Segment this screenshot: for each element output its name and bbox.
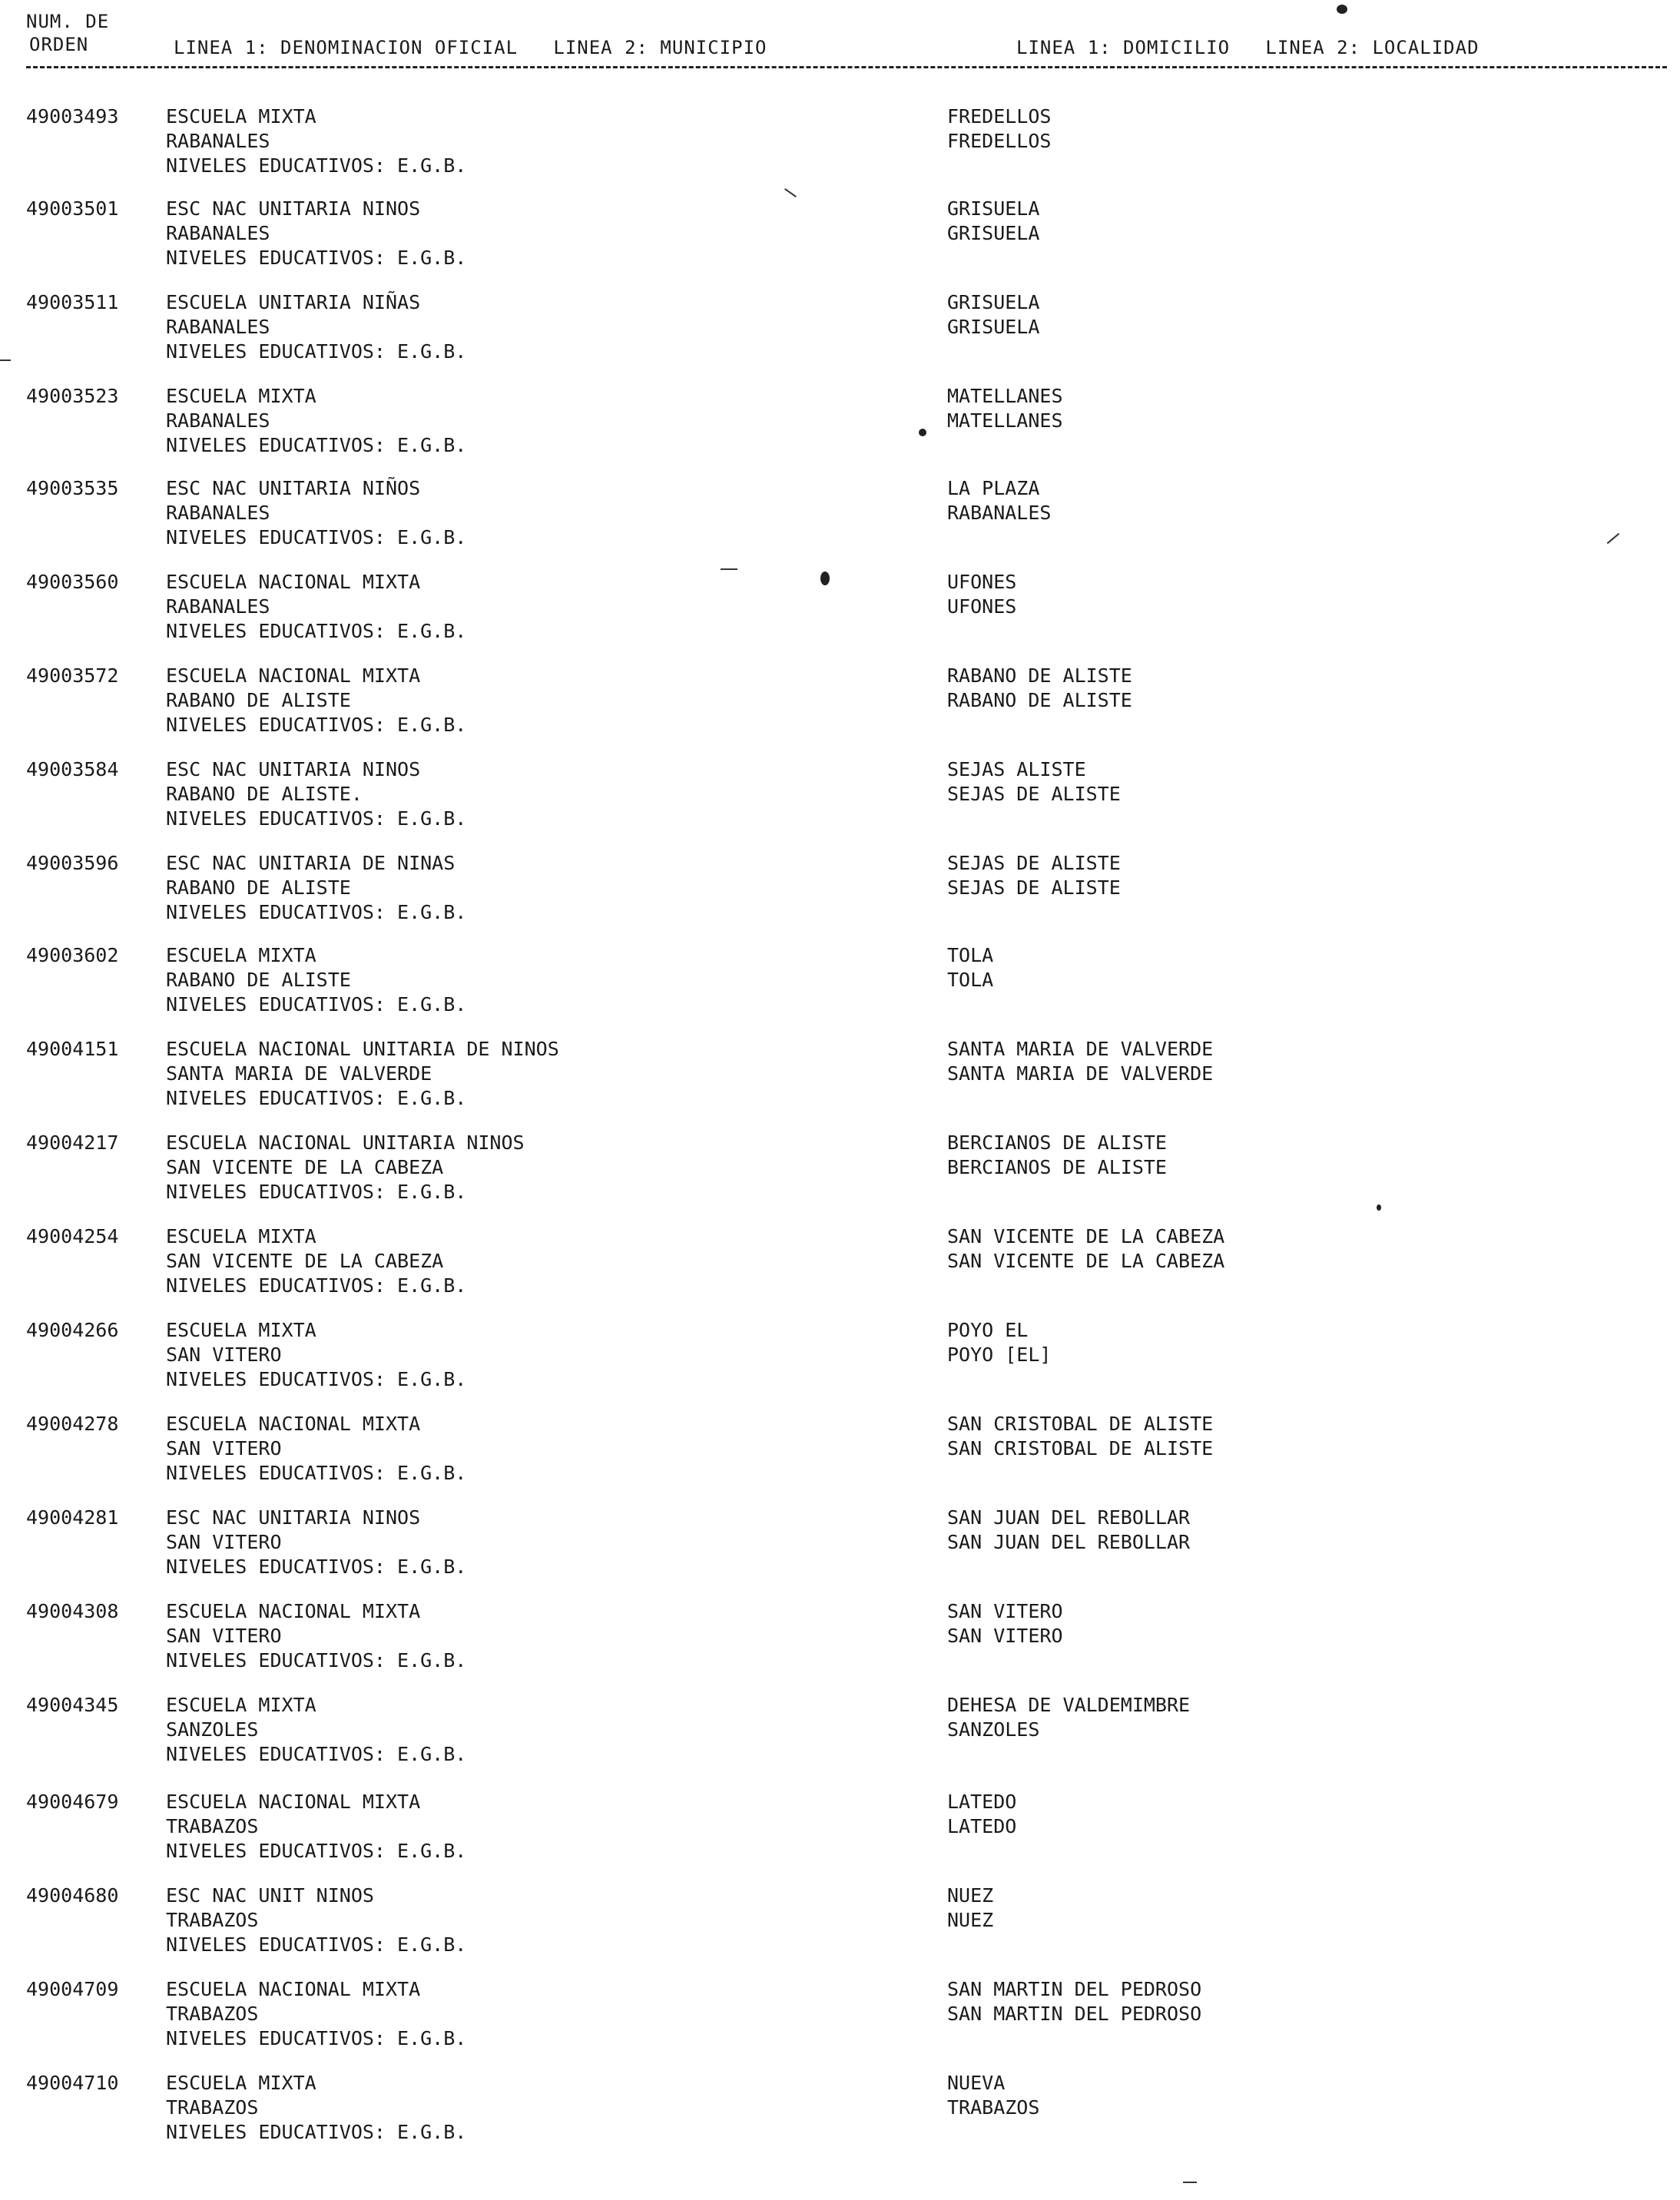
domicilio-block bbox=[947, 1790, 1016, 1839]
denominacion-block bbox=[166, 1599, 466, 1673]
denominacion-oficial: ESCUELA UNITARIA NIÑAS bbox=[166, 291, 421, 313]
municipio: SAN VICENTE DE LA CABEZA bbox=[166, 1250, 444, 1272]
domicilio-block bbox=[947, 1412, 1213, 1461]
denominacion-block bbox=[166, 104, 466, 178]
denominacion-oficial: ESCUELA NACIONAL MIXTA bbox=[166, 664, 421, 687]
list-item bbox=[0, 1506, 1680, 1590]
header-col1: LINEA 1: DENOMINACION OFICIAL LINEA 2: MUNICIPIO bbox=[174, 37, 767, 58]
list-item bbox=[0, 1884, 1680, 1968]
denominacion-block bbox=[166, 757, 466, 831]
domicilio: SEJAS DE ALISTE bbox=[947, 852, 1121, 874]
domicilio-block bbox=[947, 851, 1121, 900]
denominacion-oficial: ESC NAC UNITARIA NINOS bbox=[166, 758, 421, 780]
order-number: 49003602 bbox=[26, 944, 119, 966]
localidad: SANTA MARIA DE VALVERDE bbox=[947, 1062, 1214, 1085]
domicilio: UFONES bbox=[947, 571, 1017, 593]
niveles-educativos: NIVELES EDUCATIVOS: E.G.B. bbox=[166, 807, 467, 830]
municipio: SAN VITERO bbox=[166, 1344, 282, 1366]
order-number: 49004278 bbox=[26, 1413, 119, 1435]
denominacion-oficial: ESC NAC UNITARIA DE NINAS bbox=[166, 852, 456, 874]
denominacion-block bbox=[166, 1224, 466, 1298]
localidad: SAN VICENTE DE LA CABEZA bbox=[947, 1250, 1225, 1272]
domicilio: MATELLANES bbox=[947, 385, 1063, 407]
list-item bbox=[0, 851, 1680, 936]
municipio: TRABAZOS bbox=[166, 2096, 259, 2119]
localidad: MATELLANES bbox=[947, 409, 1063, 432]
list-item bbox=[0, 943, 1680, 1028]
domicilio: SAN MARTIN DEL PEDROSO bbox=[947, 1978, 1202, 2000]
denominacion-oficial: ESCUELA NACIONAL MIXTA bbox=[166, 1791, 421, 1813]
list-item bbox=[0, 384, 1680, 469]
domicilio: LA PLAZA bbox=[947, 477, 1040, 499]
domicilio: TOLA bbox=[947, 944, 994, 966]
niveles-educativos: NIVELES EDUCATIVOS: E.G.B. bbox=[166, 1840, 467, 1862]
domicilio-block bbox=[947, 1506, 1190, 1555]
list-item bbox=[0, 570, 1680, 654]
niveles-educativos: NIVELES EDUCATIVOS: E.G.B. bbox=[166, 154, 467, 177]
denominacion-oficial: ESCUELA MIXTA bbox=[166, 2072, 316, 2094]
denominacion-block bbox=[166, 1977, 466, 2051]
domicilio-block bbox=[947, 757, 1121, 807]
list-item bbox=[0, 197, 1680, 281]
domicilio-block bbox=[947, 1131, 1167, 1180]
domicilio: BERCIANOS DE ALISTE bbox=[947, 1131, 1167, 1154]
denominacion-oficial: ESCUELA NACIONAL MIXTA bbox=[166, 1600, 421, 1622]
domicilio-block bbox=[947, 943, 993, 992]
niveles-educativos: NIVELES EDUCATIVOS: E.G.B. bbox=[166, 526, 467, 548]
niveles-educativos: NIVELES EDUCATIVOS: E.G.B. bbox=[166, 993, 467, 1016]
domicilio: NUEZ bbox=[947, 1884, 994, 1907]
list-item bbox=[0, 1224, 1680, 1309]
niveles-educativos: NIVELES EDUCATIVOS: E.G.B. bbox=[166, 1087, 467, 1109]
denominacion-block bbox=[166, 1318, 466, 1392]
domicilio: GRISUELA bbox=[947, 197, 1040, 220]
order-number: 49004308 bbox=[26, 1600, 119, 1622]
denominacion-block bbox=[166, 384, 466, 458]
domicilio-block bbox=[947, 1599, 1063, 1648]
domicilio-block bbox=[947, 104, 1051, 154]
denominacion-block bbox=[166, 1790, 466, 1864]
list-item bbox=[0, 1790, 1680, 1874]
scan-mark bbox=[1183, 2182, 1197, 2183]
denominacion-oficial: ESCUELA MIXTA bbox=[166, 1319, 316, 1341]
municipio: SAN VITERO bbox=[166, 1437, 282, 1459]
localidad: SAN JUAN DEL REBOLLAR bbox=[947, 1531, 1191, 1553]
header-col2: LINEA 1: DOMICILIO LINEA 2: LOCALIDAD bbox=[1016, 37, 1480, 58]
denominacion-oficial: ESCUELA MIXTA bbox=[166, 105, 316, 128]
denominacion-oficial: ESCUELA NACIONAL MIXTA bbox=[166, 571, 421, 593]
municipio: RABANO DE ALISTE bbox=[166, 969, 351, 991]
domicilio: SAN VITERO bbox=[947, 1600, 1063, 1622]
order-number: 49003572 bbox=[26, 664, 119, 687]
municipio: RABANO DE ALISTE bbox=[166, 876, 351, 899]
localidad: SEJAS DE ALISTE bbox=[947, 876, 1121, 899]
order-number: 49004266 bbox=[26, 1319, 119, 1341]
domicilio-block bbox=[947, 384, 1063, 433]
scan-mark bbox=[721, 568, 737, 570]
domicilio: LATEDO bbox=[947, 1791, 1017, 1813]
domicilio: SAN JUAN DEL REBOLLAR bbox=[947, 1506, 1191, 1529]
municipio: TRABAZOS bbox=[166, 1815, 259, 1837]
municipio: SANTA MARIA DE VALVERDE bbox=[166, 1062, 432, 1085]
domicilio: SAN VICENTE DE LA CABEZA bbox=[947, 1225, 1225, 1247]
domicilio: NUEVA bbox=[947, 2072, 1006, 2094]
order-number: 49004345 bbox=[26, 1694, 119, 1716]
niveles-educativos: NIVELES EDUCATIVOS: E.G.B. bbox=[166, 2027, 467, 2049]
niveles-educativos: NIVELES EDUCATIVOS: E.G.B. bbox=[166, 1181, 467, 1203]
niveles-educativos: NIVELES EDUCATIVOS: E.G.B. bbox=[166, 1743, 467, 1765]
domicilio-block bbox=[947, 570, 1016, 619]
domicilio-block bbox=[947, 1884, 993, 1933]
municipio: SAN VICENTE DE LA CABEZA bbox=[166, 1156, 444, 1178]
niveles-educativos: NIVELES EDUCATIVOS: E.G.B. bbox=[166, 1274, 467, 1297]
municipio: RABANALES bbox=[166, 502, 270, 524]
order-number: 49004254 bbox=[26, 1225, 119, 1247]
denominacion-block bbox=[166, 2071, 466, 2145]
niveles-educativos: NIVELES EDUCATIVOS: E.G.B. bbox=[166, 620, 467, 642]
domicilio-block bbox=[947, 1037, 1213, 1086]
denominacion-block bbox=[166, 851, 466, 925]
order-number: 49003535 bbox=[26, 477, 119, 499]
denominacion-oficial: ESC NAC UNIT NINOS bbox=[166, 1884, 374, 1907]
niveles-educativos: NIVELES EDUCATIVOS: E.G.B. bbox=[166, 1462, 467, 1484]
denominacion-block bbox=[166, 943, 466, 1017]
order-number: 49004680 bbox=[26, 1884, 119, 1907]
municipio: RABANO DE ALISTE. bbox=[166, 783, 363, 805]
denominacion-block bbox=[166, 1037, 559, 1111]
list-item bbox=[0, 1131, 1680, 1215]
localidad: TOLA bbox=[947, 969, 994, 991]
domicilio: FREDELLOS bbox=[947, 105, 1052, 128]
domicilio: POYO EL bbox=[947, 1319, 1029, 1341]
denominacion-block bbox=[166, 570, 466, 644]
denominacion-oficial: ESCUELA MIXTA bbox=[166, 1225, 316, 1247]
list-item bbox=[0, 1977, 1680, 2062]
list-item bbox=[0, 664, 1680, 748]
localidad: RABANALES bbox=[947, 502, 1052, 524]
localidad: SAN CRISTOBAL DE ALISTE bbox=[947, 1437, 1214, 1459]
niveles-educativos: NIVELES EDUCATIVOS: E.G.B. bbox=[166, 2121, 467, 2143]
localidad: BERCIANOS DE ALISTE bbox=[947, 1156, 1167, 1178]
denominacion-block bbox=[166, 1412, 466, 1486]
denominacion-block bbox=[166, 1693, 466, 1767]
list-item bbox=[0, 1693, 1680, 1778]
order-number: 49003493 bbox=[26, 105, 119, 128]
denominacion-block bbox=[166, 476, 466, 550]
domicilio-block bbox=[947, 1224, 1224, 1274]
list-item bbox=[0, 1037, 1680, 1122]
denominacion-oficial: ESCUELA NACIONAL MIXTA bbox=[166, 1978, 421, 2000]
list-item bbox=[0, 104, 1680, 189]
localidad: UFONES bbox=[947, 595, 1017, 618]
denominacion-oficial: ESCUELA MIXTA bbox=[166, 385, 316, 407]
localidad: GRISUELA bbox=[947, 316, 1040, 338]
header-num-line1: NUM. DE bbox=[26, 11, 110, 32]
domicilio: SANTA MARIA DE VALVERDE bbox=[947, 1038, 1214, 1060]
domicilio-block bbox=[947, 1693, 1190, 1742]
denominacion-oficial: ESCUELA NACIONAL UNITARIA DE NINOS bbox=[166, 1038, 559, 1060]
domicilio-block bbox=[947, 664, 1132, 713]
scan-speck bbox=[820, 572, 830, 585]
municipio: SAN VITERO bbox=[166, 1625, 282, 1647]
denominacion-oficial: ESC NAC UNITARIA NINOS bbox=[166, 197, 421, 220]
localidad: LATEDO bbox=[947, 1815, 1017, 1837]
domicilio: GRISUELA bbox=[947, 291, 1040, 313]
scan-speck bbox=[1377, 1204, 1381, 1211]
order-number: 49003584 bbox=[26, 758, 119, 780]
municipio: RABANALES bbox=[166, 595, 270, 618]
list-item bbox=[0, 1412, 1680, 1496]
localidad: SAN VITERO bbox=[947, 1625, 1063, 1647]
niveles-educativos: NIVELES EDUCATIVOS: E.G.B. bbox=[166, 340, 467, 363]
domicilio-block bbox=[947, 1977, 1201, 2026]
domicilio-block bbox=[947, 476, 1051, 525]
localidad: RABANO DE ALISTE bbox=[947, 689, 1132, 711]
order-number: 49003560 bbox=[26, 571, 119, 593]
list-item bbox=[0, 1599, 1680, 1684]
localidad: TRABAZOS bbox=[947, 2096, 1040, 2119]
denominacion-block bbox=[166, 197, 466, 270]
order-number: 49004710 bbox=[26, 2072, 119, 2094]
denominacion-block bbox=[166, 664, 466, 737]
localidad: GRISUELA bbox=[947, 222, 1040, 244]
domicilio-block bbox=[947, 197, 1039, 246]
niveles-educativos: NIVELES EDUCATIVOS: E.G.B. bbox=[166, 714, 467, 736]
order-number: 49003523 bbox=[26, 385, 119, 407]
niveles-educativos: NIVELES EDUCATIVOS: E.G.B. bbox=[166, 1933, 467, 1956]
header-num-line2: ORDEN bbox=[29, 34, 89, 55]
localidad: POYO [EL] bbox=[947, 1344, 1052, 1366]
denominacion-block bbox=[166, 1506, 466, 1579]
localidad: FREDELLOS bbox=[947, 130, 1052, 152]
list-item bbox=[0, 1318, 1680, 1403]
municipio: RABANALES bbox=[166, 409, 270, 432]
scan-speck bbox=[919, 429, 926, 436]
municipio: TRABAZOS bbox=[166, 2003, 259, 2025]
niveles-educativos: NIVELES EDUCATIVOS: E.G.B. bbox=[166, 247, 467, 269]
municipio: RABANO DE ALISTE bbox=[166, 689, 351, 711]
domicilio-block bbox=[947, 2071, 1039, 2120]
domicilio: SEJAS ALISTE bbox=[947, 758, 1086, 780]
denominacion-block bbox=[166, 1131, 525, 1204]
municipio: SAN VITERO bbox=[166, 1531, 282, 1553]
niveles-educativos: NIVELES EDUCATIVOS: E.G.B. bbox=[166, 901, 467, 923]
denominacion-oficial: ESCUELA NACIONAL MIXTA bbox=[166, 1413, 421, 1435]
list-item bbox=[0, 757, 1680, 842]
denominacion-block bbox=[166, 290, 466, 364]
order-number: 49004679 bbox=[26, 1791, 119, 1813]
localidad: NUEZ bbox=[947, 1909, 994, 1931]
municipio: RABANALES bbox=[166, 222, 270, 244]
denominacion-oficial: ESCUELA NACIONAL UNITARIA NINOS bbox=[166, 1131, 525, 1154]
localidad: SANZOLES bbox=[947, 1718, 1040, 1741]
list-item bbox=[0, 2071, 1680, 2155]
scan-mark bbox=[0, 359, 11, 361]
list-item bbox=[0, 476, 1680, 561]
order-number: 49003596 bbox=[26, 852, 119, 874]
niveles-educativos: NIVELES EDUCATIVOS: E.G.B. bbox=[166, 434, 467, 456]
order-number: 49004217 bbox=[26, 1131, 119, 1154]
niveles-educativos: NIVELES EDUCATIVOS: E.G.B. bbox=[166, 1368, 467, 1390]
domicilio-block bbox=[947, 290, 1039, 340]
denominacion-oficial: ESC NAC UNITARIA NINOS bbox=[166, 1506, 421, 1529]
niveles-educativos: NIVELES EDUCATIVOS: E.G.B. bbox=[166, 1649, 467, 1672]
domicilio-block bbox=[947, 1318, 1051, 1367]
list-item bbox=[0, 290, 1680, 375]
domicilio: DEHESA DE VALDEMIMBRE bbox=[947, 1694, 1191, 1716]
denominacion-oficial: ESCUELA MIXTA bbox=[166, 1694, 316, 1716]
header-rule bbox=[26, 66, 1667, 68]
localidad: SAN MARTIN DEL PEDROSO bbox=[947, 2003, 1202, 2025]
scan-speck bbox=[1337, 5, 1347, 14]
denominacion-oficial: ESC NAC UNITARIA NIÑOS bbox=[166, 477, 421, 499]
domicilio: RABANO DE ALISTE bbox=[947, 664, 1132, 687]
order-number: 49003511 bbox=[26, 291, 119, 313]
order-number: 49004709 bbox=[26, 1978, 119, 2000]
domicilio: SAN CRISTOBAL DE ALISTE bbox=[947, 1413, 1214, 1435]
municipio: RABANALES bbox=[166, 130, 270, 152]
order-number: 49003501 bbox=[26, 197, 119, 220]
municipio: RABANALES bbox=[166, 316, 270, 338]
municipio: SANZOLES bbox=[166, 1718, 259, 1741]
order-number: 49004151 bbox=[26, 1038, 119, 1060]
niveles-educativos: NIVELES EDUCATIVOS: E.G.B. bbox=[166, 1556, 467, 1578]
order-number: 49004281 bbox=[26, 1506, 119, 1529]
denominacion-oficial: ESCUELA MIXTA bbox=[166, 944, 316, 966]
municipio: TRABAZOS bbox=[166, 1909, 259, 1931]
denominacion-block bbox=[166, 1884, 466, 1957]
localidad: SEJAS DE ALISTE bbox=[947, 783, 1121, 805]
